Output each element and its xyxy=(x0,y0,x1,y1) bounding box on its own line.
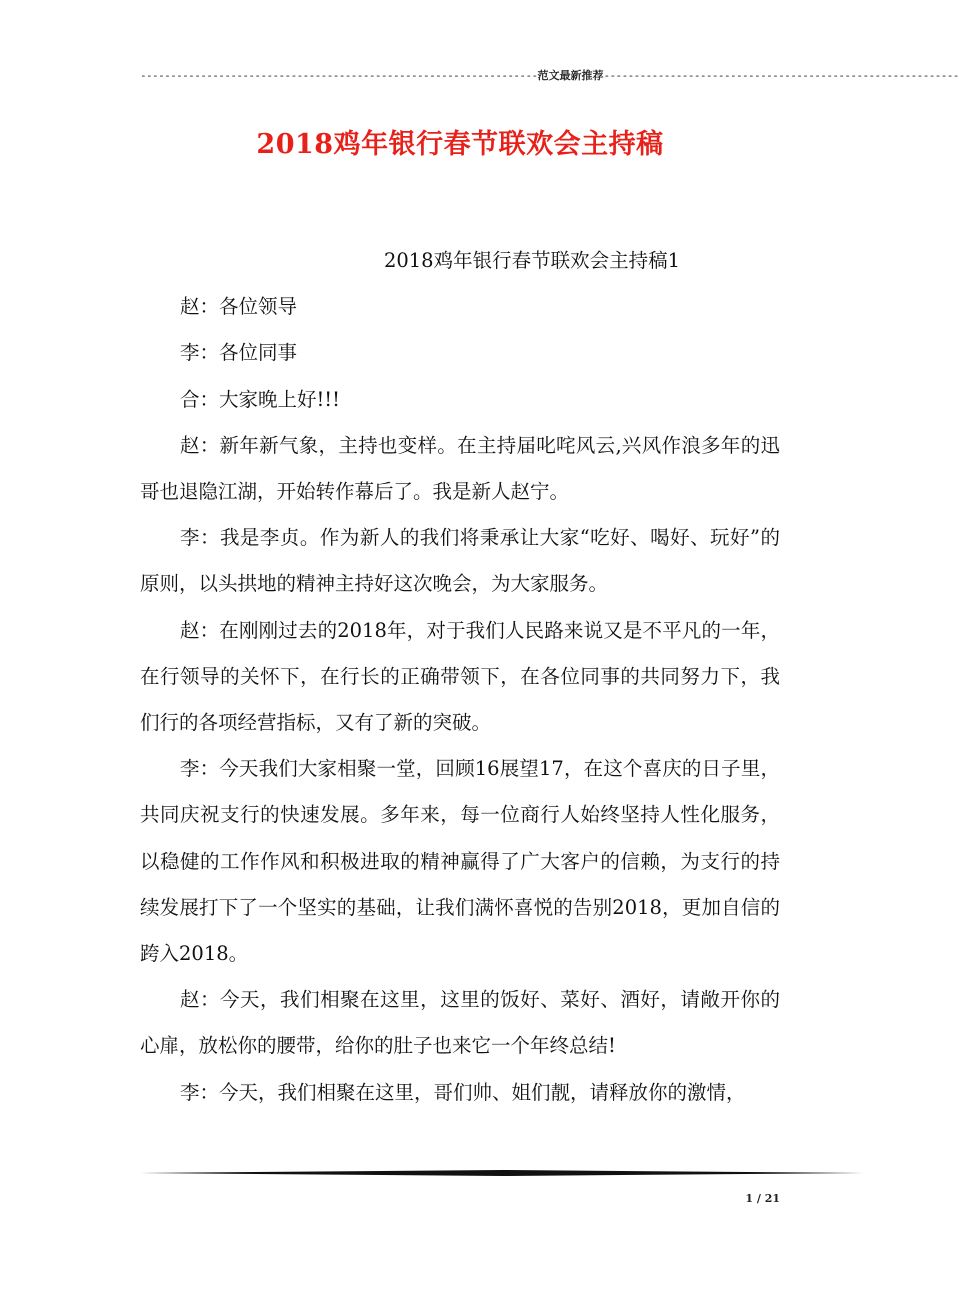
paragraph: 李：今天，我们相聚在这里，哥们帅、姐们靓，请释放你的激情， xyxy=(179,1080,746,1104)
header-dashes-left: ------------------------------------------------------------------ xyxy=(140,69,538,82)
section-subtitle: 2018鸡年银行春节联欢会主持稿1 xyxy=(383,249,680,272)
paragraph: 赵：各位领导 xyxy=(179,295,297,319)
paragraph: 赵：新年新气象，主持也变样。在主持届叱咤风云,兴风作浪多年的迅哥也退隐江湖，开始转作幕后了。我是新人赵宁。 xyxy=(140,433,780,504)
paragraph: 李：各位同事 xyxy=(179,341,297,365)
document-title: 2018鸡年银行春节联欢会主持稿 xyxy=(256,129,664,160)
paragraph: 李：今天我们大家相聚一堂，回顾16展望17，在这个喜庆的日子里，共同庆祝支行的快速发展。多年来，每一位商行人始终坚持人性化服务，以稳健的工作作风和积极进取的精神赢得了广大客户的信赖，为支行的持续发展打下了一个坚实的基础，让我们满怀喜悦的告别2018，更加自信的跨入2018。 xyxy=(140,757,780,966)
header-label: 范文最新推荐 xyxy=(537,69,604,82)
document-body xyxy=(140,238,780,1116)
paragraph: 合：大家晚上好!!! xyxy=(179,387,340,411)
header-dashes-right: ----------------------------------------------------------- xyxy=(603,69,959,82)
page-header xyxy=(140,68,959,84)
paragraph: 赵：在刚刚过去的2018年，对于我们人民路来说又是不平凡的一年，在行领导的关怀下，在行长的正确带领下，在各位同事的共同努力下，我们行的各项经营指标，又有了新的突破。 xyxy=(140,618,780,735)
paragraph: 赵：今天，我们相聚在这里，这里的饭好、菜好、酒好，请敞开你的心扉，放松你的腰带，给你的肚子也来它一个年终总结! xyxy=(140,988,780,1058)
page-number: 1 / 21 xyxy=(745,1192,780,1205)
footer-divider xyxy=(140,1170,864,1176)
paragraph: 李：我是李贞。作为新人的我们将秉承让大家“吃好、喝好、玩好”的原则，以头拱地的精神主持好这次晚会，为大家服务。 xyxy=(140,526,780,596)
